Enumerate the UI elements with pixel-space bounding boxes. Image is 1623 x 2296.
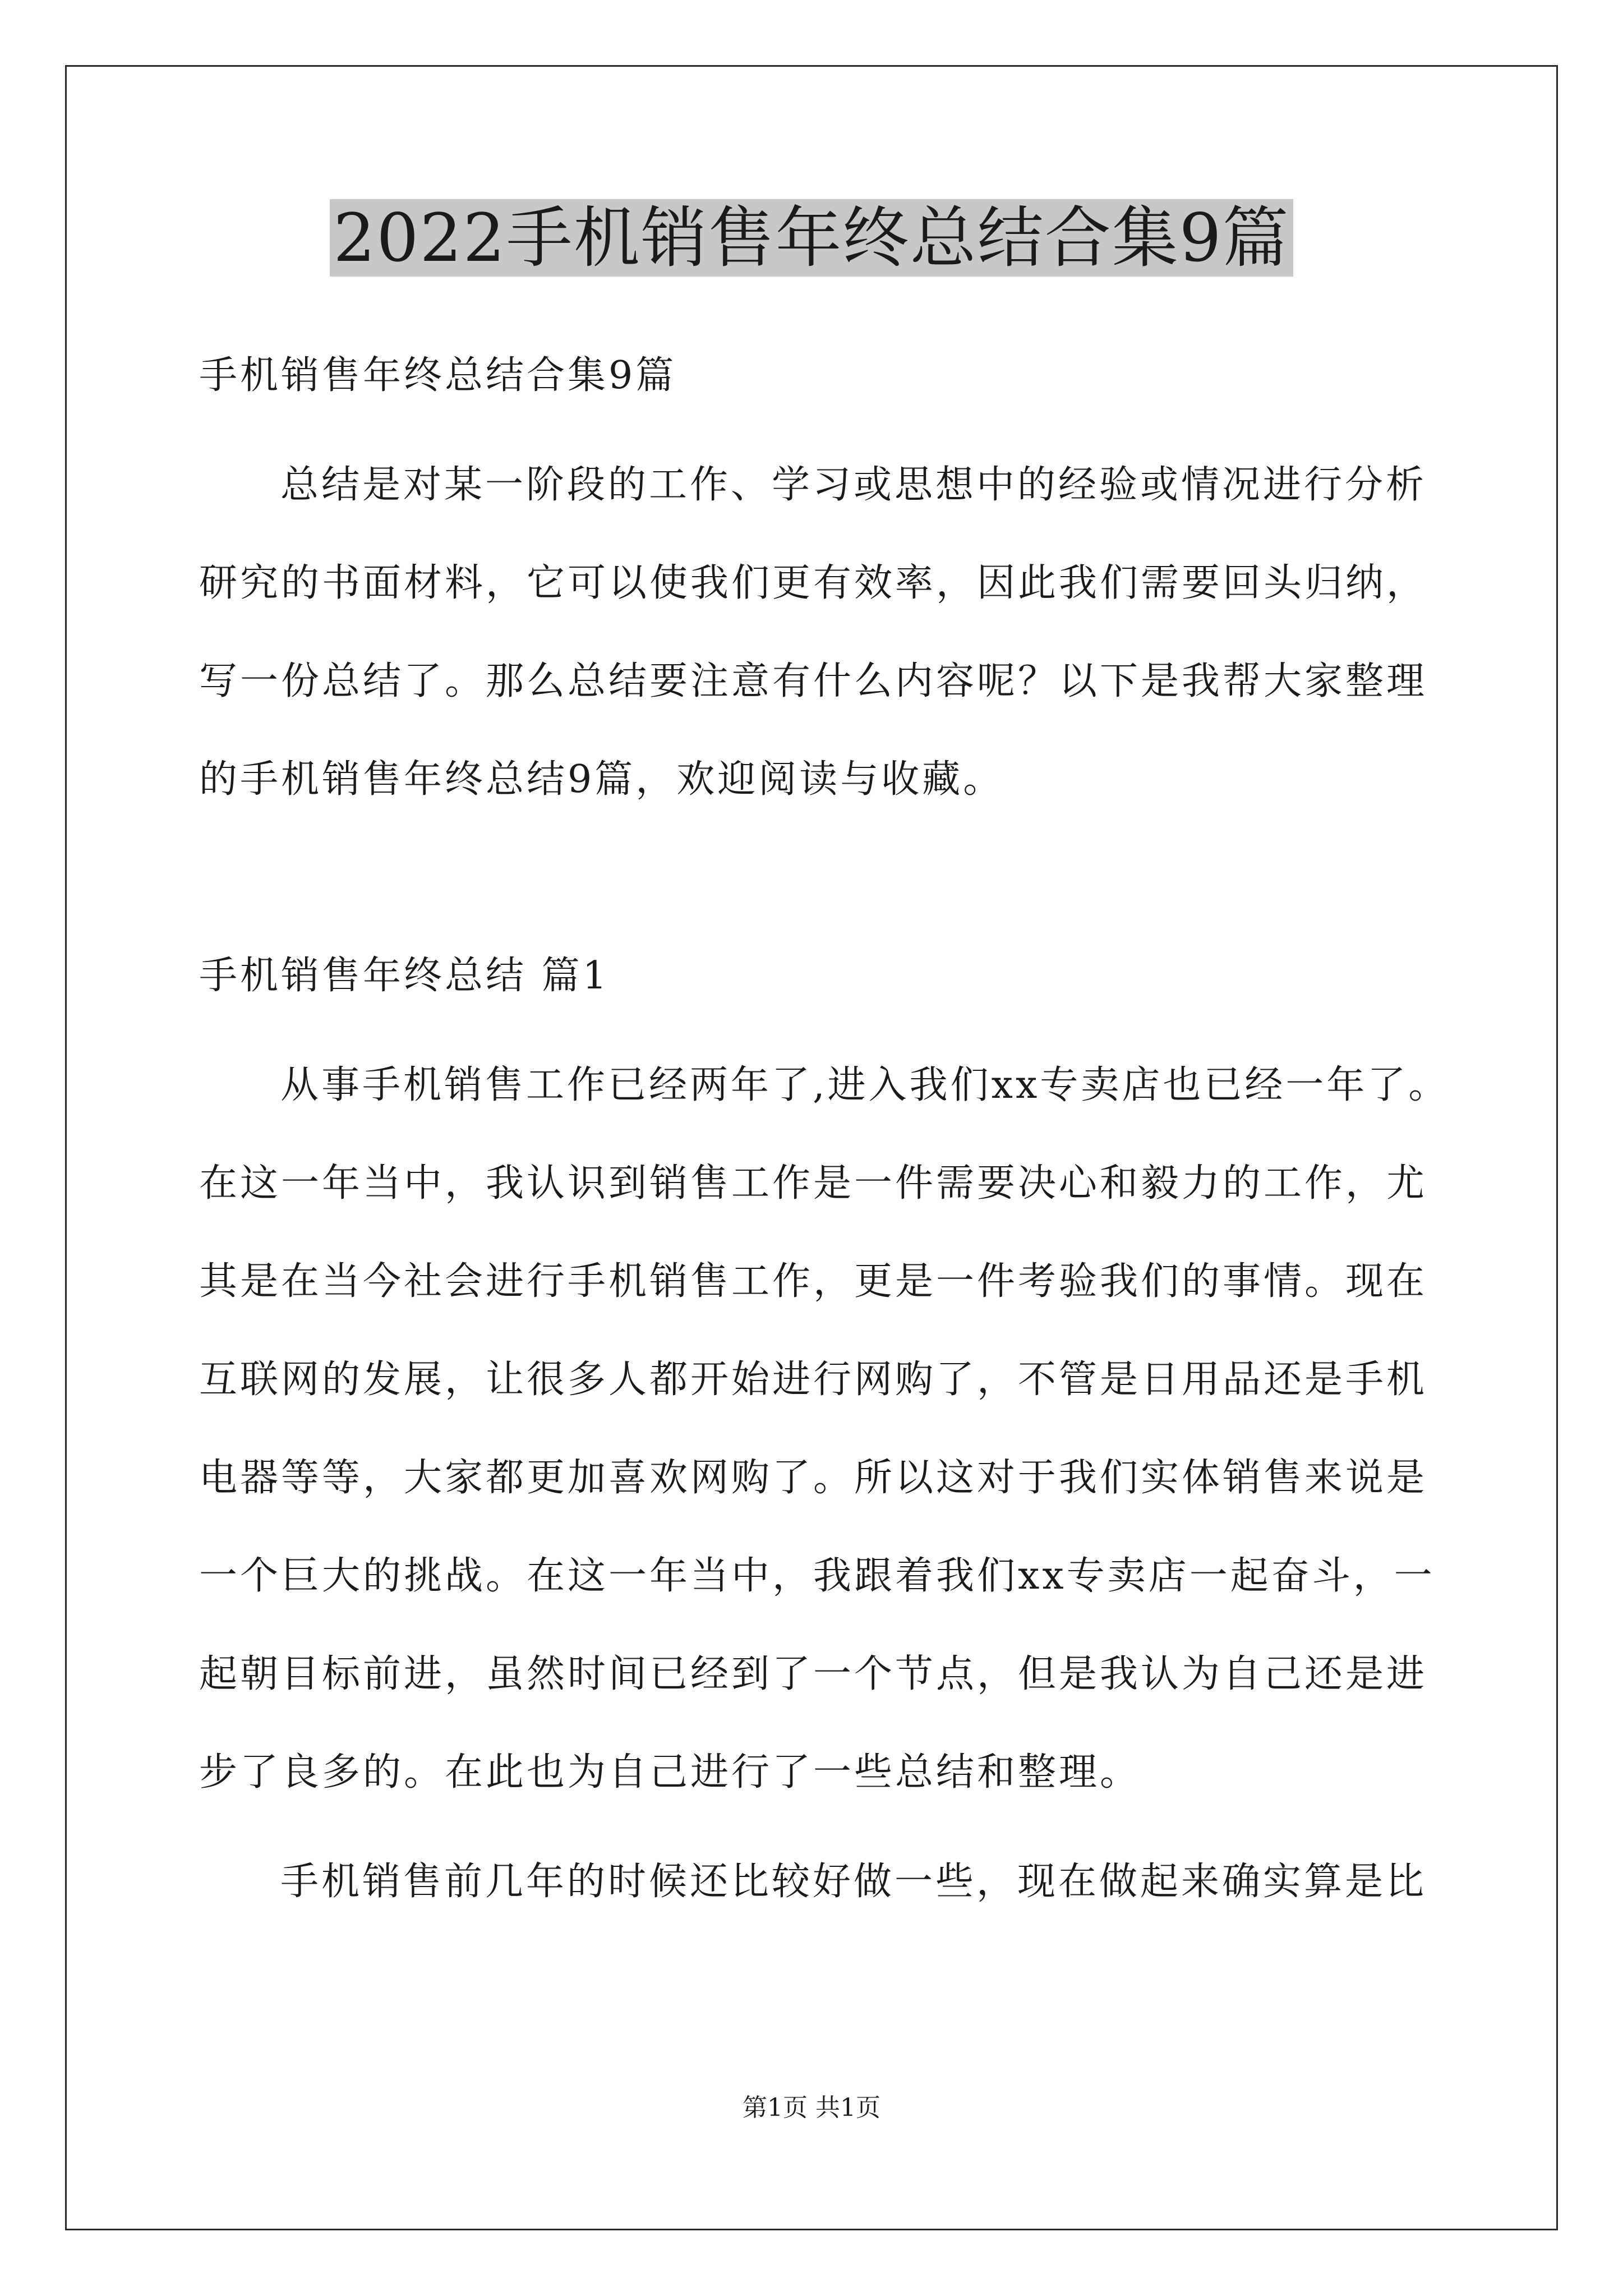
paragraph-line: 在这一年当中，我认识到销售工作是一件需要决心和毅力的工作，尤 bbox=[199, 1161, 1428, 1205]
section-heading: 手机销售年终总结 篇1 bbox=[199, 954, 610, 998]
paragraph-line: 一个巨大的挑战。在这一年当中，我跟着我们xx专卖店一起奋斗，一 bbox=[199, 1554, 1435, 1598]
paragraph-line: 电器等等，大家都更加喜欢网购了。所以这对于我们实体销售来说是 bbox=[199, 1456, 1428, 1500]
title-container bbox=[0, 199, 1623, 277]
paragraph-line: 手机销售前几年的时候还比较好做一些，现在做起来确实算是比 bbox=[280, 1860, 1427, 1904]
paragraph-line: 起朝目标前进，虽然时间已经到了一个节点，但是我认为自己还是进 bbox=[199, 1652, 1428, 1696]
paragraph-line: 其是在当今社会进行手机销售工作，更是一件考验我们的事情。现在 bbox=[199, 1259, 1428, 1304]
document-subtitle: 手机销售年终总结合集9篇 bbox=[199, 353, 677, 398]
paragraph-line: 步了良多的。在此也为自己进行了一些总结和整理。 bbox=[199, 1750, 1141, 1795]
intro-line: 总结是对某一阶段的工作、学习或思想中的经验或情况进行分析 bbox=[280, 463, 1427, 507]
page-footer: 第1页 共1页 bbox=[743, 2093, 880, 2122]
intro-line: 研究的书面材料，它可以使我们更有效率，因此我们需要回头归纳， bbox=[199, 561, 1428, 605]
intro-line: 的手机销售年终总结9篇，欢迎阅读与收藏。 bbox=[199, 757, 1004, 802]
intro-line: 写一份总结了。那么总结要注意有什么内容呢？以下是我帮大家整理 bbox=[199, 659, 1428, 703]
document-title: 2022手机销售年终总结合集9篇 bbox=[330, 199, 1293, 277]
paragraph-line: 从事手机销售工作已经两年了,进入我们xx专卖店也已经一年了。 bbox=[280, 1063, 1450, 1107]
paragraph-line: 互联网的发展，让很多人都开始进行网购了，不管是日用品还是手机 bbox=[199, 1358, 1428, 1402]
